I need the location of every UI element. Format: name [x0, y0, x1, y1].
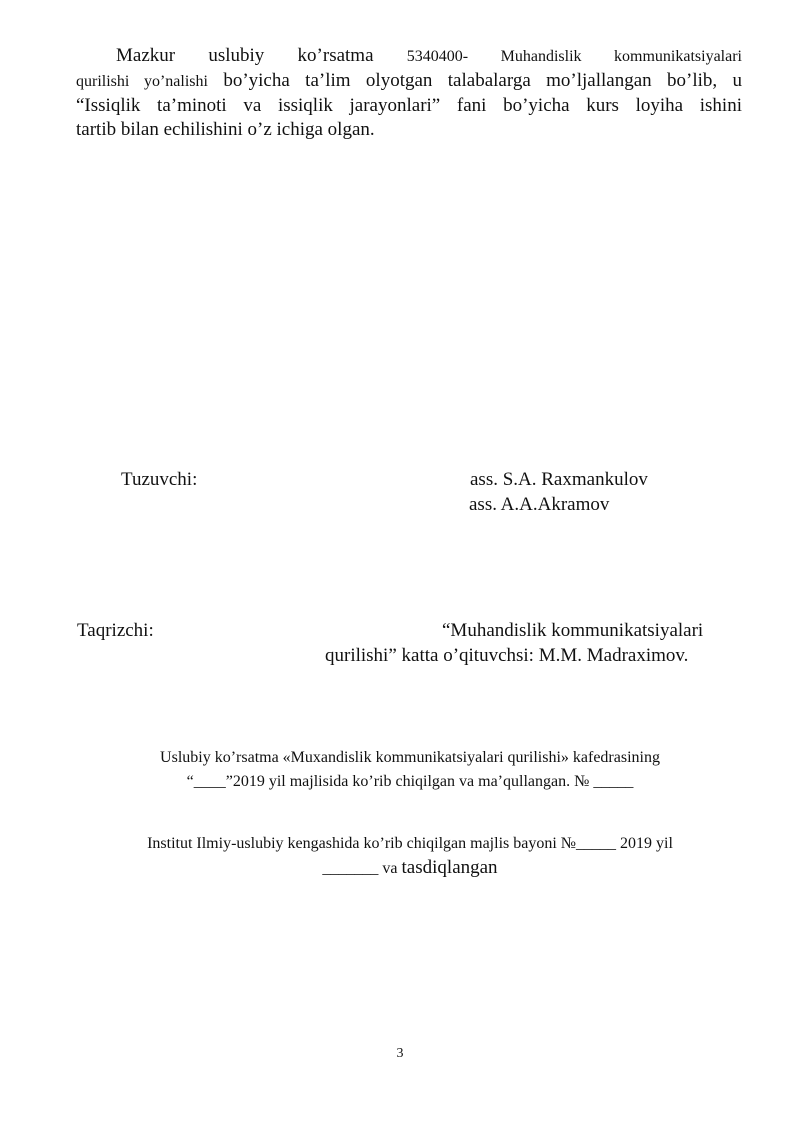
intro-line-2: [76, 69, 742, 94]
department-approval: [60, 746, 760, 794]
page-number: 3: [396, 1046, 404, 1061]
council-approval-line-2: [60, 856, 760, 881]
council-approval-line-2-start: _______ va: [322, 860, 398, 877]
intro-line-1-end: 5340400- Muhandislik kommunikatsiyalari: [406, 48, 743, 65]
intro-paragraph: [76, 44, 742, 142]
council-approval: [60, 832, 760, 881]
intro-line-2-end: bo’yicha ta’lim olyotgan talabalarga mo’ljallangan bo’lib, u: [223, 70, 743, 91]
intro-line-1: [76, 44, 742, 69]
intro-line-3: “Issiqlik ta’minoti va issiqlik jarayonlari” fani bo’yicha kurs loyiha ishini: [76, 95, 742, 116]
reviewer-line-2: qurilishi” katta o’qituvchsi: M.M. Madraximov.: [325, 645, 689, 666]
council-approval-line-1: Institut Ilmiy-uslubiy kengashida ko’rib chiqilgan majlis bayoni №_____ 2019 yil: [147, 835, 673, 852]
intro-line-4: tartib bilan echilishini o’z ichiga olgan.: [76, 119, 375, 140]
department-approval-line-1: Uslubiy ko’rsatma «Muxandislik kommunikatsiyalari qurilishi» kafedrasining: [160, 749, 660, 766]
intro-line-1-start: Mazkur uslubiy ko’rsatma: [116, 45, 374, 66]
compiler-name-2: ass. A.A.Akramov: [469, 494, 610, 515]
compiler-label: Tuzuvchi:: [121, 469, 198, 490]
intro-line-2-start: qurilishi yo’nalishi: [76, 73, 208, 90]
department-approval-line-2: “____”2019 yil majlisida ko’rib chiqilgan va ma’qullangan. № _____: [186, 773, 634, 790]
reviewer-label: Taqrizchi:: [77, 620, 154, 641]
compiler-name-1: ass. S.A. Raxmankulov: [470, 469, 648, 490]
council-approval-line-2-end: tasdiqlangan: [401, 857, 498, 878]
reviewer-line-1: “Muhandislik kommunikatsiyalari: [442, 620, 704, 641]
